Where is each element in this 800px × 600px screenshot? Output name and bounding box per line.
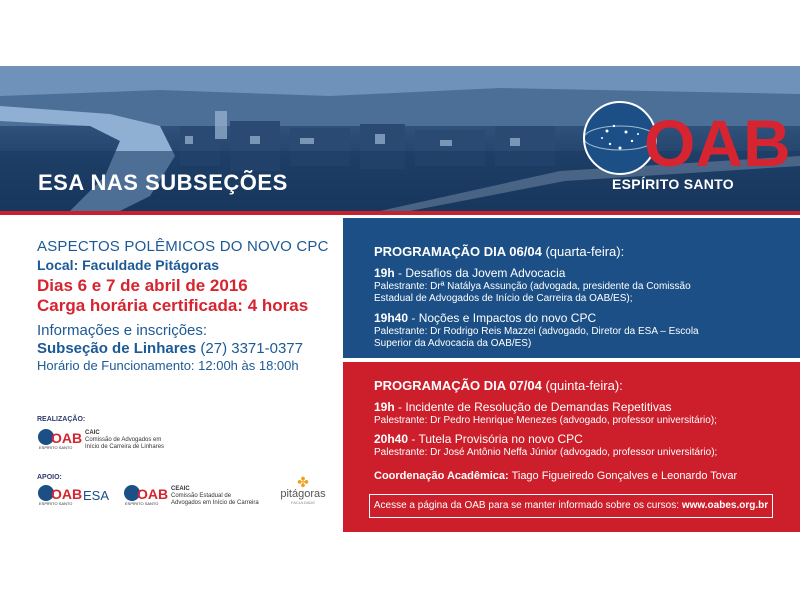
ceaic-text — [171, 486, 259, 507]
day1-s1-spk-line2: Estadual de Advogados de Início de Carreira da OAB/ES); — [374, 293, 633, 304]
coord-names: Tiago Figueiredo Gonçalves e Leonardo Tovar — [511, 470, 738, 482]
day1-title-line — [374, 244, 624, 259]
sponsor-logos — [37, 416, 337, 526]
day2-title: PROGRAMAÇÃO DIA 07/04 — [374, 378, 542, 393]
day1-s1-spk-line1: Palestrante: Drª Natálya Assunção (advogada, presidente da Comissão — [374, 281, 691, 292]
day1-s1-speaker — [374, 281, 691, 305]
header-title: ESA NAS SUBSEÇÕES — [38, 170, 288, 195]
day2-title-line — [374, 378, 623, 393]
pitagoras-mark-icon: ✤ — [297, 474, 309, 490]
day1-s2-spk-line2: Superior da Advocacia da OAB/ES) — [374, 338, 532, 349]
day2-s2-time: 20h40 — [374, 432, 409, 446]
day2-s1-speaker: Palestrante: Dr Pedro Henrique Menezes (advogado, professor universitário); — [374, 415, 717, 426]
website-callout — [369, 494, 773, 518]
pitagoras-logo — [277, 476, 329, 505]
caic-desc-2: Início de Carreira de Linhares — [85, 444, 165, 450]
day2-s2-speaker: Palestrante: Dr José Antônio Neffa Júnior (advogado, professor universitário); — [374, 447, 718, 458]
header-divider — [0, 211, 800, 215]
day1-program — [343, 218, 800, 358]
pitagoras-sub: FACULDADE — [290, 500, 315, 505]
contact-line — [37, 340, 337, 357]
svg-text:OAB: OAB — [137, 486, 169, 502]
svg-text:ESPÍRITO SANTO: ESPÍRITO SANTO — [39, 445, 73, 450]
website-link[interactable]: www.oabes.org.br — [681, 500, 769, 511]
caic-title: CAIC — [85, 430, 100, 436]
caic-oab-logo — [37, 428, 81, 450]
day1-weekday: (quarta-feira): — [545, 244, 625, 259]
info-place: Subseção de Linhares — [37, 340, 197, 357]
day1-s2-title: - Noções e Impactos do novo CPC — [411, 311, 597, 325]
svg-text:ESPÍRITO SANTO: ESPÍRITO SANTO — [125, 501, 159, 506]
day1-s2-spk-line1: Palestrante: Dr Rodrigo Reis Mazzei (advogado, Diretor da ESA – Escola — [374, 326, 699, 337]
ceaic-title: CEAIC — [171, 486, 190, 492]
coord-label: Coordenação Acadêmica: — [374, 470, 509, 482]
office-hours: Horário de Funcionamento: 12:00h às 18:00h — [37, 358, 299, 373]
caic-text — [85, 430, 164, 451]
day2-s2-title: - Tutela Provisória no novo CPC — [411, 432, 583, 446]
oab-state-label: ESPÍRITO SANTO — [612, 176, 734, 192]
ceaic-oab-logo — [123, 484, 167, 506]
course-title: ASPECTOS POLÊMICOS DO NOVO CPC — [37, 238, 329, 255]
svg-text:ESPÍRITO SANTO: ESPÍRITO SANTO — [39, 501, 73, 506]
day1-s1-title: - Desafios da Jovem Advocacia — [398, 266, 566, 280]
esa-oab-logo — [37, 484, 81, 506]
day2-session2 — [374, 432, 583, 446]
day1-s1-time: 19h — [374, 266, 395, 280]
day2-program — [343, 362, 800, 532]
day2-s1-title: - Incidente de Resolução de Demandas Repetitivas — [398, 400, 672, 414]
day1-s2-speaker — [374, 326, 699, 350]
day1-s2-time: 19h40 — [374, 311, 409, 325]
day1-title: PROGRAMAÇÃO DIA 06/04 — [374, 244, 542, 259]
info-phone: (27) 3371-0377 — [200, 340, 303, 357]
header-photo — [0, 66, 800, 211]
venue: Local: Faculdade Pitágoras — [37, 257, 220, 273]
event-details — [37, 238, 337, 373]
certified-hours: Carga horária certificada: 4 horas — [37, 296, 309, 315]
ceaic-desc-2: Advogados em Início de Carreira — [171, 500, 259, 506]
info-title: Informações e inscrições: — [37, 322, 208, 339]
svg-text:OAB: OAB — [51, 430, 83, 446]
academic-coordination — [374, 470, 737, 482]
day1-session2 — [374, 311, 596, 325]
day2-weekday: (quinta-feira): — [545, 378, 623, 393]
pitagoras-name: pitágoras — [280, 488, 326, 500]
cta-text: Acesse a página da OAB para se manter informado sobre os cursos: — [373, 500, 680, 511]
event-banner — [0, 66, 800, 600]
esa-label: ESA — [83, 488, 110, 503]
svg-text:OAB: OAB — [644, 106, 791, 180]
ceaic-desc-1: Comissão Estadual de — [171, 493, 232, 499]
svg-text:OAB: OAB — [51, 486, 83, 502]
day2-session1 — [374, 400, 672, 414]
day2-s1-time: 19h — [374, 400, 395, 414]
apoio-label: APOIO: — [37, 474, 62, 481]
day1-session1 — [374, 266, 565, 280]
caic-desc-1: Comissão de Advogados em — [85, 437, 162, 443]
realizacao-label: REALIZAÇÃO: — [37, 416, 86, 423]
event-dates: Dias 6 e 7 de abril de 2016 — [37, 276, 248, 295]
